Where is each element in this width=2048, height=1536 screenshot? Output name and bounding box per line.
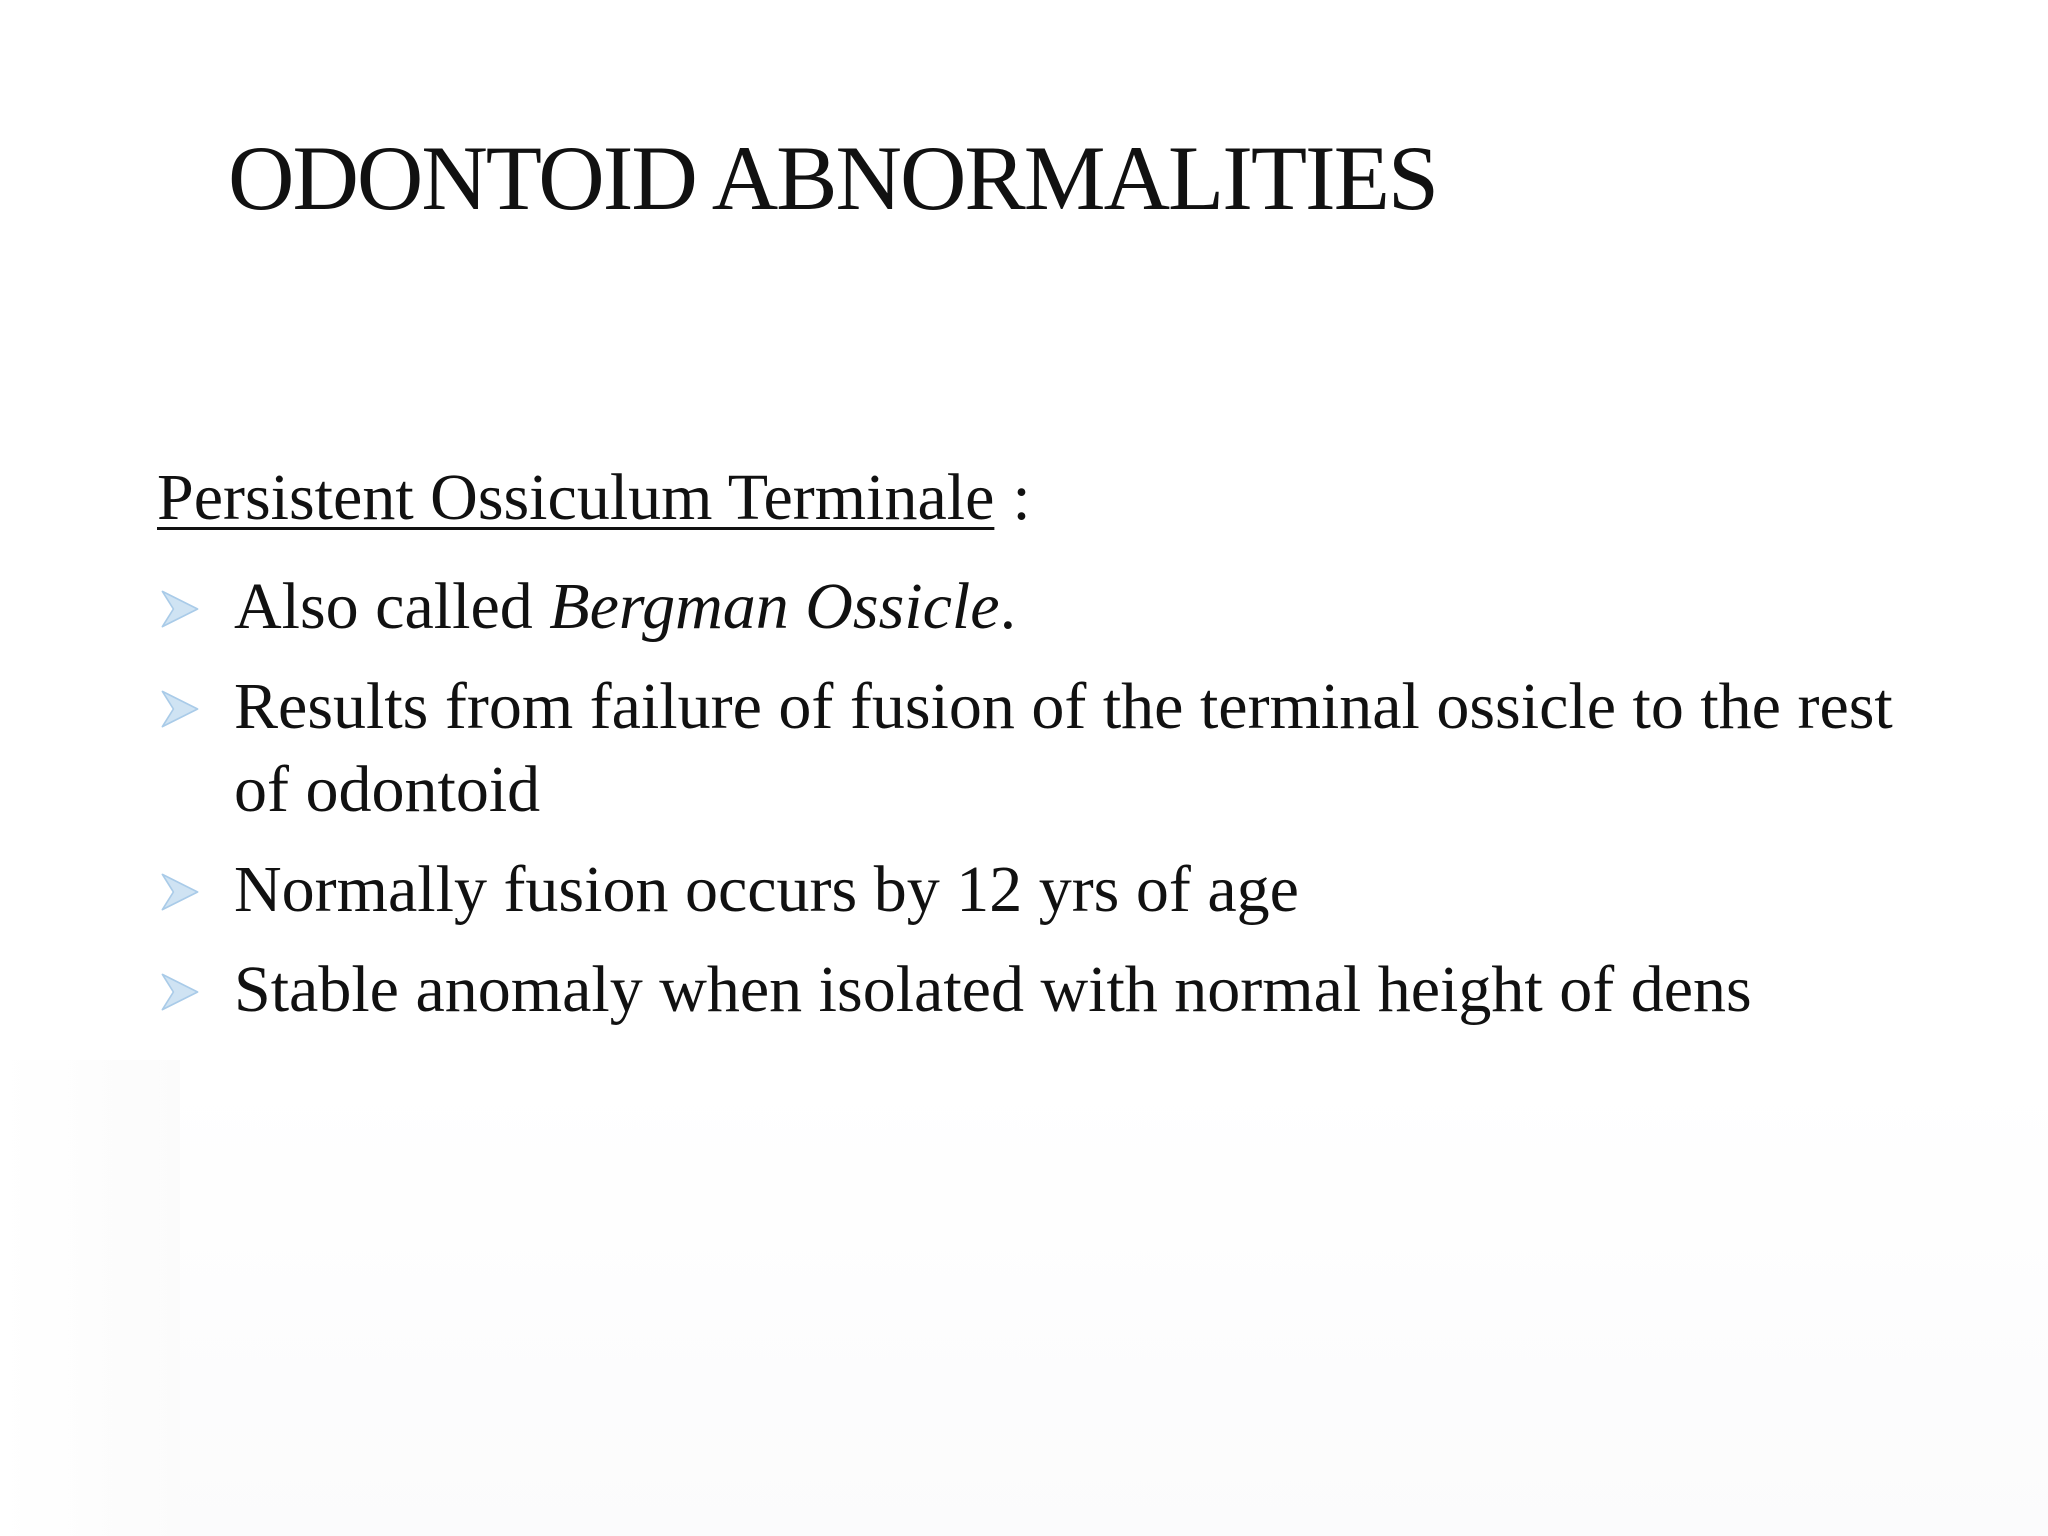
bullet-text-before: Also called — [234, 570, 550, 643]
bullet-item — [150, 565, 1930, 648]
bullet-list — [150, 565, 1930, 1048]
subheading-text: Persistent Ossiculum Terminale — [157, 461, 995, 534]
arrow-bullet-icon — [158, 970, 202, 1014]
bullet-text-after: . — [999, 570, 1017, 643]
subheading — [157, 462, 1031, 535]
arrow-bullet-icon — [158, 687, 202, 731]
arrow-bullet-icon — [158, 587, 202, 631]
bullet-text: Normally fusion occurs by 12 yrs of age — [234, 853, 1299, 926]
bullet-text-italic: Bergman Ossicle — [549, 570, 1000, 643]
bullet-text: Results from failure of fusion of the terminal ossicle to the rest of odontoid — [234, 670, 1893, 826]
subheading-colon: : — [1012, 461, 1031, 534]
background-shade — [0, 1060, 180, 1536]
bullet-item — [150, 948, 1930, 1031]
slide-title: ODONTOID ABNORMALITIES — [228, 127, 1438, 229]
bullet-item — [150, 665, 1930, 831]
bullet-item — [150, 848, 1930, 931]
bullet-text: Stable anomaly when isolated with normal height of dens — [234, 953, 1752, 1026]
arrow-bullet-icon — [158, 870, 202, 914]
